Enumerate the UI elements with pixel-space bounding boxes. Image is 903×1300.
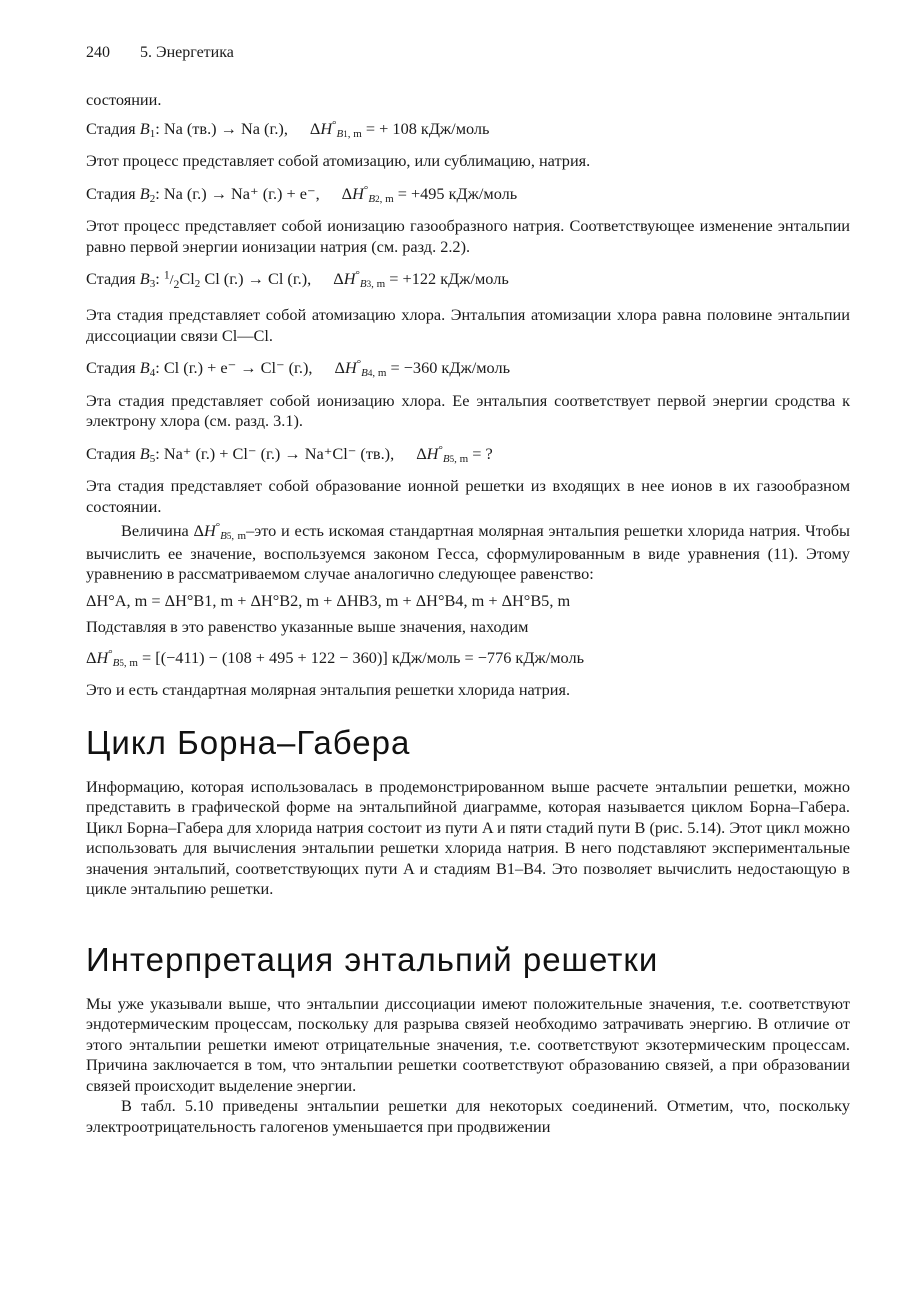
paragraph-lead: Величина — [121, 521, 189, 541]
continuation-text: состоянии. — [86, 90, 162, 109]
conclusion-text: Это и есть стандартная молярная энтальпия решетки хлорида натрия. — [86, 680, 571, 700]
stage-b1-equation: Стадия B1: Na (тв.) → Na (г.), ΔH°B1, m = + 108 кДж/моль — [86, 118, 490, 140]
stage-b5-equation: Стадия B5: Na⁺ (г.) + Cl⁻ (г.) → Na⁺Cl⁻ (тв.), ΔH°B5, m = ? — [86, 443, 493, 465]
stage-symbol: B — [139, 358, 150, 378]
stage-subscript: 2 — [149, 192, 156, 205]
stage-label: Стадия — [86, 269, 136, 288]
stage-b2-description: Этот процесс представляет собой ионизацию газообразного натрия. Соответствующее изменение энтальпии равно первой энергии ионизации натрия (см. разд. 2.2). — [86, 216, 850, 256]
paragraph-body: это и есть искомая стандартная молярная энтальпия решетки хлорида натрия. Чтобы вычислить ее значение, воспользуемся законом Гесса, сформулированным в виде уравнения (11). Этому уравнению в рассматриваемом случае аналогично следующее равенство: — [86, 521, 850, 584]
half-fraction: $^1/_2$ — [163, 268, 180, 291]
stage-enthalpy: = +122 кДж/моль — [389, 269, 509, 288]
interpretation-paragraph-2: В табл. 5.10 приведены энтальпии решетки для некоторых соединений. Отметим, что, поскольку электроотрицательность галогенов уменьшается при продвижении — [86, 1096, 850, 1136]
page-number: 240 — [86, 44, 110, 61]
stage-b5-description: Эта стадия представляет собой образование ионной решетки из входящих в нее ионов в их газообразном состоянии. — [86, 476, 850, 516]
calculation-body: = [(−411) − (108 + 495 + 122 − 360)] кДж/моль = −776 кДж/моль — [142, 647, 584, 667]
born-haber-paragraph: Информацию, которая использовалась в продемонстрированном выше расчете энтальпии решетки, можно представить в графической форме на энтальпийной диаграмме, которая называется циклом Борна–Габера. Цикл Борна–Габера для хлорида натрия состоит из пути A и пяти стадий пути B (рис. 5.14). Этот цикл можно использовать для вычисления энтальпии решетки хлорида натрия. В него подставляют экспериментальные значения энтальпий, соответствующих пути A и стадиям B1–B4. Это позволяет вычислить недостающую в цикле энтальпию решетки. — [86, 776, 850, 899]
stage-enthalpy: = ? — [472, 443, 493, 463]
stage-subscript: 5 — [149, 452, 156, 465]
stage-label: Стадия — [86, 183, 136, 203]
stage-label: Стадия — [86, 443, 136, 463]
stage-subscript: 4 — [149, 367, 156, 380]
stage-reaction: Na⁺ (г.) + Cl⁻ (г.) → Na⁺Cl⁻ (тв.), — [163, 443, 395, 463]
calculation-equation: ΔH°B5, m = [(−411) − (108 + 495 + 122 − 360)] кДж/моль = −776 кДж/моль — [86, 647, 584, 669]
stage-reaction: Na (г.) → Na⁺ (г.) + e⁻, — [163, 183, 320, 203]
page-content — [86, 90, 850, 1137]
stage-reaction: Cl (г.) → Cl (г.), — [204, 269, 312, 288]
stage-b2-equation: Стадия B2: Na (г.) → Na⁺ (г.) + e⁻, ΔH°B2, m = +495 кДж/моль — [86, 183, 518, 205]
section-heading-interpretation: Интерпретация энтальпий решетки — [86, 940, 659, 978]
stage-b3-description: Эта стадия представляет собой атомизацию хлора. Энтальпия атомизации хлора равна половине энтальпии диссоциации связи Cl—Cl. — [86, 305, 850, 345]
stage-enthalpy: = −360 кДж/моль — [390, 358, 510, 378]
lattice-enthalpy-paragraph: Величина ΔH°B5, m–это и есть искомая стандартная молярная энтальпия решетки хлорида натрия. Чтобы вычислить ее значение, воспользуемся законом Гесса, сформулированным в виде уравнения (11). Этому уравнению в рассматриваемом случае аналогично следующее равенство: — [86, 521, 850, 584]
stage-label: Стадия — [86, 118, 136, 138]
stage-b1-description: Этот процесс представляет собой атомизацию, или сублимацию, натрия. — [86, 151, 591, 170]
stage-symbol: B — [139, 269, 150, 288]
hess-equation: ΔH°A, m = ΔH°B1, m + ΔH°B2, m + ΔHB3, m + ΔH°B4, m + ΔH°B5, m — [86, 590, 571, 610]
stage-symbol: B — [139, 118, 150, 138]
stage-subscript: 1 — [149, 127, 156, 140]
stage-b4-description: Эта стадия представляет собой ионизацию хлора. Ее энтальпия соответствует первой энергии сродства к электрону хлора (см. разд. 3.1). — [86, 390, 850, 431]
chapter-title: 5. Энергетика — [140, 44, 234, 61]
stage-symbol: B — [139, 443, 150, 463]
stage-symbol: B — [139, 183, 150, 203]
section-heading-born-haber: Цикл Борна–Габера — [86, 723, 411, 761]
substitution-text: Подставляя в это равенство указанные выше значения, находим — [86, 617, 529, 637]
stage-reaction: Cl (г.) + e⁻ → Cl⁻ (г.), — [163, 358, 313, 378]
stage-b3-equation: Стадия B3: $^1/_2Cl2$ Cl (г.) → Cl (г.), ΔH°B3, m = +122 кДж/моль — [86, 268, 509, 291]
interpretation-paragraph-1: Мы уже указывали выше, что энтальпии диссоциации имеют положительные значения, т.е. соответствуют эндотермическим процессам, поскольку для разрыва связей необходимо затрачивать энергию. В отличие от этого энтальпии решетки имеют отрицательные значения, т.е. соответствуют экзотермическим процессам. Причина заключается в том, что энтальпии решетки соответствуют образованию связей, а при образовании связей происходит выделение энергии. — [86, 993, 850, 1095]
stage-subscript: 3 — [149, 278, 156, 290]
stage-b4-equation: Стадия B4: Cl (г.) + e⁻ → Cl⁻ (г.), ΔH°B4, m = −360 кДж/моль — [86, 358, 510, 380]
stage-label: Стадия — [86, 358, 136, 378]
stage-reaction: Na (тв.) → Na (г.), — [163, 118, 288, 138]
stage-enthalpy: = +495 кДж/моль — [397, 183, 518, 203]
running-header — [86, 44, 234, 62]
stage-enthalpy: = + 108 кДж/моль — [365, 118, 490, 138]
